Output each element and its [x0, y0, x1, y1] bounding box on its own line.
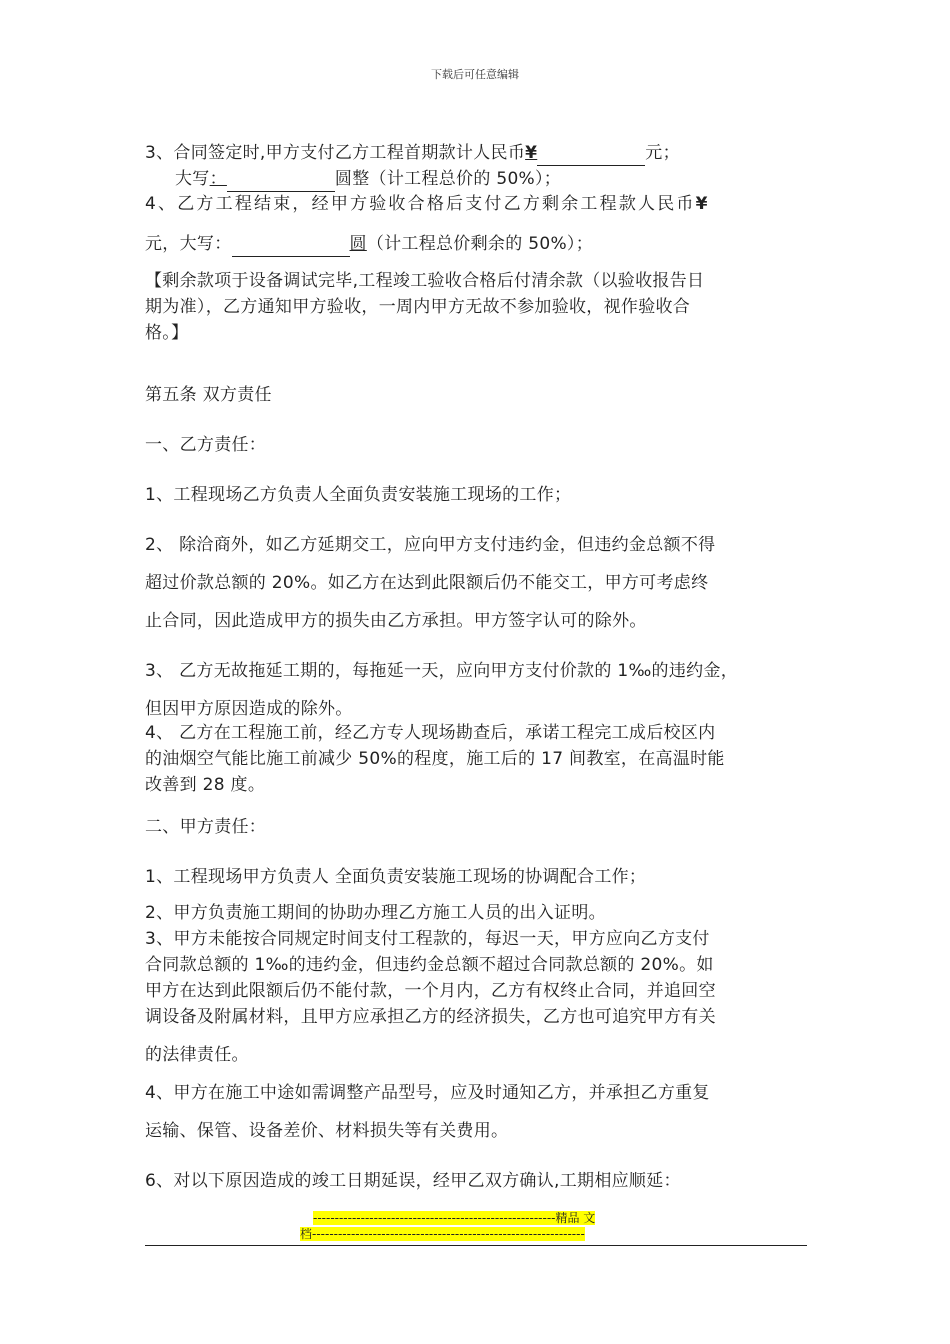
party-a-item-4: 4、甲方在施工中途如需调整产品型号，应及时通知乙方，并承担乙方重复	[145, 1083, 710, 1103]
page-header: 下载后可任意编辑	[431, 68, 519, 81]
party-a-item-3: 3、甲方未能按合同规定时间支付工程款的，每迟一天，甲方应向乙方支付	[145, 929, 710, 949]
party-b-item-3: 但因甲方原因造成的除外。	[145, 699, 353, 719]
clause-4-item-4	[145, 191, 810, 217]
party-a-item-3: 调设备及附属材料，且甲方应承担乙方的经济损失，乙方也可追究甲方有关	[145, 1007, 716, 1027]
party-a-item-4: 运输、保管、设备差价、材料损失等有关费用。	[145, 1121, 509, 1141]
party-a-item-2: 2、甲方负责施工期间的协助办理乙方施工人员的出入证明。	[145, 903, 606, 923]
yen-symbol: ¥	[525, 143, 538, 163]
footer-watermark: --------------------------------------------------------精品 文	[313, 1211, 596, 1225]
footer-watermark: 档---------------------------------------------------------------	[300, 1227, 585, 1241]
party-b-item-4: 4、 乙方在工程施工前，经乙方专人现场勘查后，承诺工程完工成后校区内	[145, 723, 716, 743]
capital-blank	[227, 171, 335, 192]
clause-4-item-3	[145, 140, 810, 166]
article-5-heading: 第五条 双方责任	[145, 385, 272, 405]
party-b-item-3: 3、 乙方无故拖延工期的，每拖延一天，应向甲方支付价款的 1‰的违约金，	[145, 661, 739, 681]
note-line: 【剩余款项于设备调试完毕,工程竣工验收合格后付清余款（以验收报告日	[145, 271, 705, 291]
text: 大写	[175, 169, 210, 189]
party-b-item-2: 超过价款总额的 20%。如乙方在达到此限额后仍不能交工，甲方可考虑终	[145, 573, 709, 593]
party-a-heading: 二、甲方责任：	[145, 817, 267, 837]
party-a-item-1: 1、工程现场甲方负责人 全面负责安装施工现场的协调配合工作；	[145, 867, 647, 887]
text: 圆整（计工程总价的 50%）；	[334, 169, 562, 189]
text: 3、合同签定时,甲方支付乙方工程首期款计人民币	[145, 143, 526, 163]
party-a-item-3: 合同款总额的 1‰的违约金，但违约金总额不超过合同款总额的 20%。如	[145, 955, 714, 975]
text: 元，大写：	[145, 234, 232, 254]
party-b-heading: 一、乙方责任：	[145, 435, 267, 455]
document-body	[145, 138, 810, 1194]
text: 元；	[645, 143, 680, 163]
footer-divider	[145, 1245, 807, 1246]
remaining-blank	[232, 236, 350, 257]
party-a-item-6: 6、对以下原因造成的竣工日期延误，经甲乙双方确认,工期相应顺延：	[145, 1171, 681, 1191]
text: 圆	[349, 234, 367, 254]
yen-symbol: ¥	[695, 194, 708, 214]
text: （计工程总价剩余的 50%）；	[366, 234, 594, 254]
page-footer	[300, 1210, 650, 1242]
note-line: 期为准），乙方通知甲方验收，一周内甲方无故不参加验收，视作验收合	[145, 297, 691, 317]
text: 4、乙方工程结束，经甲方验收合格后支付乙方剩余工程款人民币	[145, 194, 696, 214]
note-line: 格。】	[145, 323, 189, 343]
amount-blank	[537, 145, 645, 166]
party-b-item-4: 的油烟空气能比施工前减少 50%的程度，施工后的 17 间教室，在高温时能	[145, 749, 725, 769]
party-a-item-3: 甲方在达到此限额后仍不能付款，一个月内，乙方有权终止合同，并追回空	[145, 981, 716, 1001]
party-b-item-2: 2、 除洽商外，如乙方延期交工，应向甲方支付违约金，但违约金总额不得	[145, 535, 716, 555]
remaining-amount-line	[145, 231, 810, 257]
capital-amount-line	[145, 166, 810, 192]
party-b-item-2: 止合同，因此造成甲方的损失由乙方承担。甲方签字认可的除外。	[145, 611, 647, 631]
party-a-item-3: 的法律责任。	[145, 1045, 249, 1065]
party-b-item-1: 1、工程现场乙方负责人全面负责安装施工现场的工作；	[145, 485, 572, 505]
party-b-item-4: 改善到 28 度。	[145, 775, 266, 795]
text: ：	[209, 169, 227, 189]
